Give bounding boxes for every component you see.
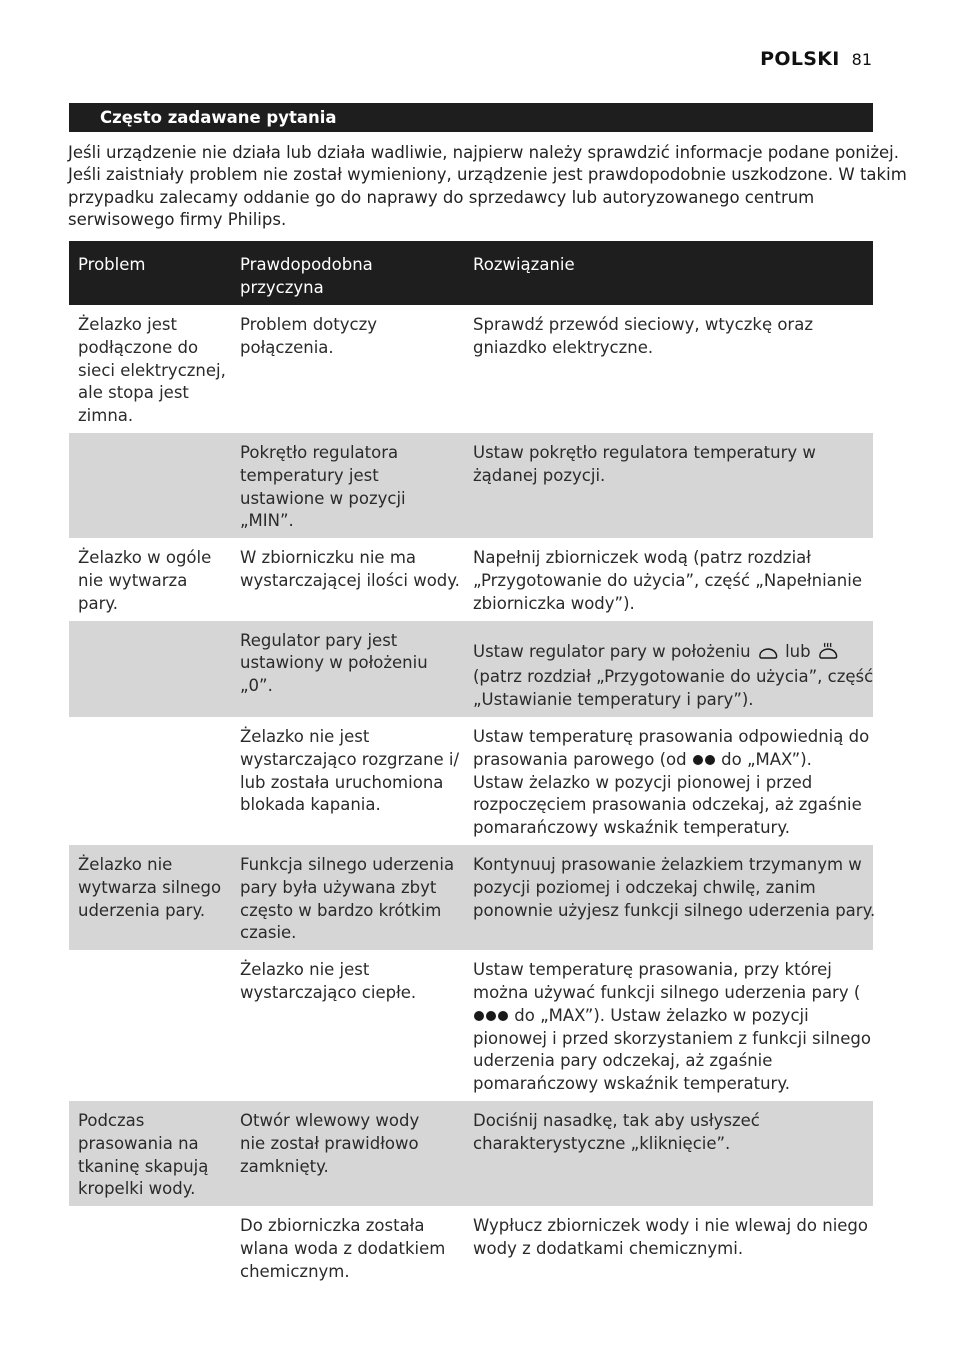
table-row [69,1101,873,1206]
cause-cell: Żelazko nie jest wystarczająco ciepłe. [240,960,417,1002]
cause-cell: Do zbiorniczka została wlana woda z dodatkiem chemicznym. [240,1216,446,1281]
header-solution: Rozwiązanie [464,241,873,305]
solution-cell: Ustaw regulator pary w położeniu lub (patrz rozdział „Przygotowanie do użycia”, część „Ustawianie temperatury i pary”). [464,621,873,717]
problem-cell: Podczas prasowania na tkaninę skapują kropelki wody. [69,1101,231,1206]
problem-cell [69,950,231,1101]
intro-line: Jeśli urządzenie nie działa lub działa wadliwie, najpierw należy sprawdzić informacje podane poniżej. [68,143,899,162]
table-row [69,950,873,1101]
table-row [69,538,873,620]
table-header-row [69,241,873,305]
problem-cell: Żelazko nie wytwarza silnego uderzenia pary. [69,845,231,950]
problem-cell [69,621,231,717]
cause-cell: Funkcja silnego uderzenia pary była używana zbyt często w bardzo krótkim czasie. [231,845,464,950]
cause-cell: Pokrętło regulatora temperatury jest ustawione w pozycji „MIN”. [231,433,464,538]
problem-cell: Żelazko w ogóle nie wytwarza pary. [78,548,212,613]
page-number: 81 [851,50,872,69]
problem-cell [69,433,231,538]
table-row [69,433,873,538]
intro-paragraph [68,142,907,232]
solution-cell: Napełnij zbiorniczek wodą (patrz rozdział „Przygotowanie do użycia”, część „Napełnianie zbiorniczka wody”). [473,548,862,613]
solution-cell: Ustaw temperaturę prasowania, przy której można używać funkcji silnego uderzenia pary ( do „MAX”). Ustaw żelazko w pozycji pionowej i przed skorzystaniem z funkcji silnego uderzenia pary odczekaj, aż zgaśnie pomarańczowy wskaźnik temperatury. [473,960,871,1094]
table-row [69,621,873,717]
solution-cell: Dociśnij nasadkę, tak aby usłyszeć charakterystyczne „kliknięcie”. [464,1101,873,1206]
page-header [760,48,872,70]
language-label: POLSKI [760,48,840,70]
problem-cell: Żelazko jest podłączone do sieci elektrycznej, ale stopa jest zimna. [78,315,226,426]
cause-cell: Problem dotyczy połączenia. [240,315,378,357]
section-title-bar [69,103,873,132]
cause-cell: Żelazko nie jest wystarczająco rozgrzane i/ lub została uruchomiona blokada kapania. [240,726,460,815]
problem-cell [69,1206,231,1296]
header-cause: Prawdopodobna przyczyna [231,241,464,305]
section-title: Często zadawane pytania [100,108,337,127]
solution-cell: Sprawdź przewód sieciowy, wtyczkę oraz gniazdko elektryczne. [473,315,813,357]
steam-low-icon [758,644,778,667]
cause-cell: W zbiorniczku nie ma wystarczającej ilości wody. [240,548,460,590]
solution-cell: Ustaw pokrętło regulatora temperatury w żądanej pozycji. [464,433,873,538]
intro-line: przypadku zalecamy oddanie go do naprawy do sprzedawcy lub autoryzowanego centrum [68,187,815,207]
intro-line: serwisowego firmy Philips. [68,210,287,230]
header-problem: Problem [69,241,231,305]
solution-cell: Ustaw temperaturę prasowania odpowiednią do prasowania parowego (od do „MAX”). Ustaw żelazko w pozycji pionowej i przed rozpoczęciem prasowania odczekaj, aż zgaśnie pomarańczowy wskaźnik temperatury. [473,726,870,838]
troubleshooting-table [69,241,876,1296]
table-row [69,1206,873,1296]
temperature-dots-icon [692,750,716,769]
cause-cell: Otwór wlewowy wody nie został prawidłowo zamknięty. [231,1101,464,1206]
solution-cell: Kontynuuj prasowanie żelazkiem trzymanym w pozycji poziomej i odczekaj chwilę, zanim ponownie użyjesz funkcji silnego uderzenia pary. [464,845,873,950]
temperature-dots-icon [473,1006,509,1025]
table-row [69,305,873,433]
steam-high-icon [818,642,838,667]
solution-cell: Wypłucz zbiorniczek wody i nie wlewaj do niego wody z dodatkami chemicznymi. [473,1216,869,1258]
cause-cell: Regulator pary jest ustawiony w położeniu „0”. [231,621,464,717]
problem-cell [69,717,231,845]
table-row [69,717,873,845]
intro-line: Jeśli zaistniały problem nie został wymieniony, urządzenie jest prawdopodobnie uszkodzone. W takim [68,165,907,185]
table-row [69,845,873,950]
